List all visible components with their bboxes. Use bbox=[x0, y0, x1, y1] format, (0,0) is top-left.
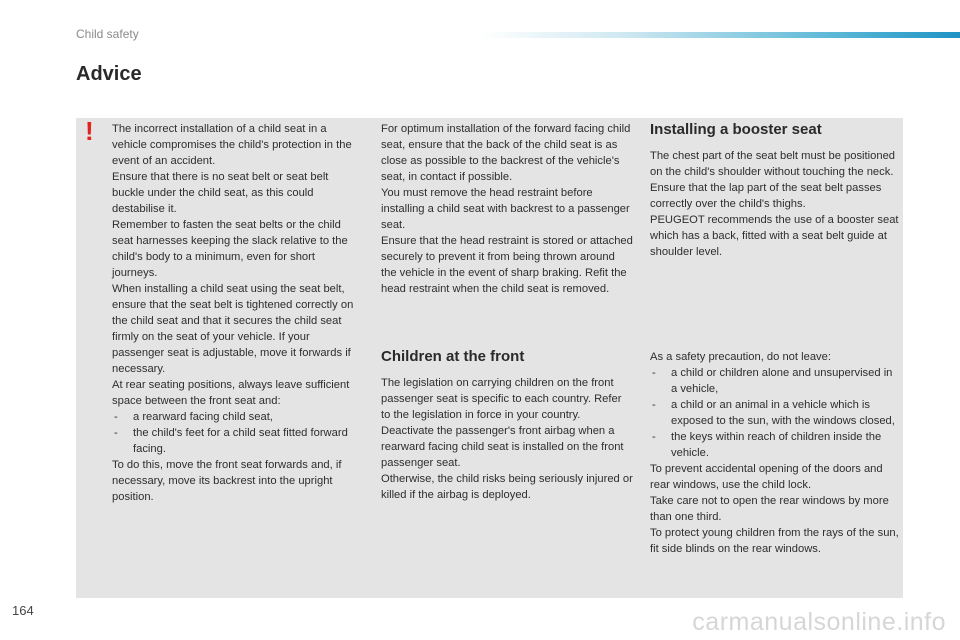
forward-install-block bbox=[381, 121, 633, 297]
page-title: Advice bbox=[76, 63, 142, 85]
warning-bullet: - a rearward facing child seat, bbox=[112, 409, 360, 425]
precaution-bullet: - a child or an animal in a vehicle which is exposed to the sun, with the windows closed, bbox=[650, 397, 900, 429]
booster-paragraph: Ensure that the lap part of the seat belt passes correctly over the child's thighs. bbox=[650, 182, 882, 210]
warning-closing: To do this, move the front seat forwards and, if necessary, move its backrest into the upright position. bbox=[112, 459, 342, 503]
section-header: Child safety bbox=[76, 27, 139, 41]
precaution-bullet: - the keys within reach of children inside the vehicle. bbox=[650, 429, 900, 461]
forward-install-paragraph: For optimum installation of the forward facing child seat, ensure that the back of the child seat is as close as possible to the backrest of the vehicle's seat, in contact if possible. bbox=[381, 123, 631, 183]
warning-bullet: - the child's feet for a child seat fitted forward facing. bbox=[112, 425, 360, 457]
precaution-block bbox=[650, 349, 900, 557]
warning-paragraph: The incorrect installation of a child seat in a vehicle compromises the child's protection in the event of an accident. bbox=[112, 123, 352, 167]
warning-paragraph: When installing a child seat using the seat belt, ensure that the seat belt is tightened correctly on the child seat and that it secures the child seat firmly on the seat of your vehicle. If your passenger seat is adjustable, move it forwards if necessary. bbox=[112, 283, 354, 375]
precaution-bullet: - a child or children alone and unsupervised in a vehicle, bbox=[650, 365, 900, 397]
forward-install-paragraph: You must remove the head restraint before installing a child seat with backrest to a passenger seat. bbox=[381, 187, 630, 231]
warning-exclamation-icon: ! bbox=[85, 116, 94, 146]
booster-paragraph: The chest part of the seat belt must be positioned on the child's shoulder without touching the neck. bbox=[650, 150, 896, 178]
children-front-paragraph: The legislation on carrying children on the front passenger seat is specific to each country. Refer to the legislation in force in your country. bbox=[381, 377, 622, 421]
precaution-intro: As a safety precaution, do not leave: bbox=[650, 351, 831, 363]
precaution-paragraph: To prevent accidental opening of the doors and rear windows, use the child lock. bbox=[650, 463, 883, 491]
booster-seat-block bbox=[650, 120, 900, 260]
warning-paragraph: Remember to fasten the seat belts or the child seat harnesses keeping the slack relative to the child's body to a minimum, even for short journeys. bbox=[112, 219, 348, 279]
precaution-paragraph: Take care not to open the rear windows by more than one third. bbox=[650, 495, 889, 523]
children-front-paragraph: Otherwise, the child risks being seriously injured or killed if the airbag is deployed. bbox=[381, 473, 633, 501]
watermark: carmanualsonline.info bbox=[692, 608, 946, 636]
page-number: 164 bbox=[12, 603, 34, 618]
warning-paragraph: At rear seating positions, always leave sufficient space between the front seat and: bbox=[112, 379, 350, 407]
booster-paragraph: PEUGEOT recommends the use of a booster seat which has a back, fitted with a seat belt guide at shoulder level. bbox=[650, 214, 899, 258]
precaution-paragraph: To protect young children from the rays of the sun, fit side blinds on the rear windows. bbox=[650, 527, 899, 555]
children-front-paragraph: Deactivate the passenger's front airbag when a rearward facing child seat is installed on the front passenger seat. bbox=[381, 425, 624, 469]
header-accent-bar bbox=[480, 32, 960, 38]
warning-paragraph: Ensure that there is no seat belt or seat belt buckle under the child seat, as this could destabilise it. bbox=[112, 171, 329, 215]
children-front-block bbox=[381, 347, 633, 503]
children-front-heading: Children at the front bbox=[381, 348, 525, 365]
booster-seat-heading: Installing a booster seat bbox=[650, 121, 822, 138]
forward-install-paragraph: Ensure that the head restraint is stored or attached securely to prevent it from being thrown around the vehicle in the event of sharp braking. Refit the head restraint when the child seat is removed. bbox=[381, 235, 633, 295]
warning-text-block bbox=[112, 121, 360, 505]
